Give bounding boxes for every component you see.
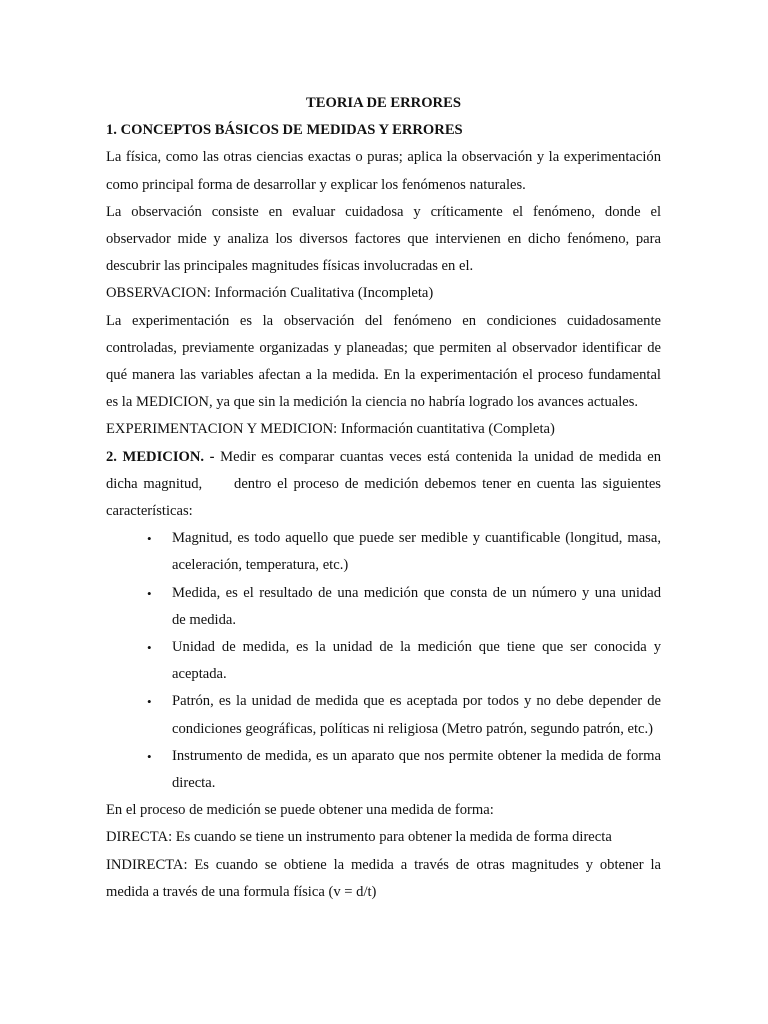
paragraph-line: La física, como las otras ciencias exactas o puras; aplica la observación y la experimentación xyxy=(106,149,661,166)
experimentacion-summary: EXPERIMENTACION Y MEDICION: Información cuantitativa (Completa) xyxy=(106,421,555,438)
paragraph-line: La experimentación es la observación del fenómeno en condiciones cuidadosamente xyxy=(106,312,661,329)
paragraph-line: INDIRECTA: Es cuando se obtiene la medida a través de otras magnitudes y obtener la xyxy=(106,856,661,873)
paragraph-line: es la MEDICION, ya que sin la medición la ciencia no habría logrado los avances actuales. xyxy=(106,394,639,411)
list-item-line: de medida. xyxy=(172,611,237,628)
characteristics-list xyxy=(106,525,661,797)
paragraph-observacion xyxy=(106,199,661,281)
bullet-icon: • xyxy=(147,694,152,710)
list-item xyxy=(106,634,661,688)
paragraph-line: observador mide y analiza los diversos factores que intervienen en dicho fenómeno, para xyxy=(106,231,661,248)
list-item xyxy=(106,688,661,742)
paragraph-experimentacion xyxy=(106,308,661,417)
medicion-definition: Medir es comparar cuantas veces está contenida la unidad de medida en xyxy=(220,448,661,465)
bullet-icon: • xyxy=(147,531,152,547)
directa-definition: DIRECTA: Es cuando se tiene un instrumento para obtener la medida de forma directa xyxy=(106,829,612,846)
proceso-intro: En el proceso de medición se puede obtener una medida de forma: xyxy=(106,802,494,819)
paragraph-medicion xyxy=(106,444,661,526)
section-1-heading: 1. CONCEPTOS BÁSICOS DE MEDIDAS Y ERRORES xyxy=(106,122,463,139)
list-item-line: aceptada. xyxy=(172,666,227,683)
medicion-line-2a: dicha magnitud, xyxy=(106,475,203,492)
paragraph-line: descubrir las principales magnitudes físicas involucradas en el. xyxy=(106,258,474,275)
paragraph-line: controladas, previamente organizadas y planeadas; que permiten al observador identificar de xyxy=(106,339,661,356)
paragraph-line: qué manera las variables afectan a la medida. En la experimentación el proceso fundamental xyxy=(106,367,661,384)
bullet-icon: • xyxy=(147,640,152,656)
section-2-heading: 2. MEDICION. - xyxy=(106,448,215,465)
paragraph-line: medida a través de una formula física (v = d/t) xyxy=(106,883,377,900)
paragraph-fisica xyxy=(106,144,661,198)
paragraph-line xyxy=(106,471,661,498)
list-item-line: Instrumento de medida, es un aparato que nos permite obtener la medida de forma xyxy=(172,747,661,764)
paragraph-line: como principal forma de desarrollar y explicar los fenómenos naturales. xyxy=(106,176,526,193)
list-item-line: aceleración, temperatura, etc.) xyxy=(172,557,349,574)
bullet-icon: • xyxy=(147,585,152,601)
list-item-line: Patrón, es la unidad de medida que es aceptada por todos y no debe depender de xyxy=(172,693,661,710)
list-item-line: Magnitud, es todo aquello que puede ser medible y cuantificable (longitud, masa, xyxy=(172,530,661,547)
paragraph-line: La observación consiste en evaluar cuidadosa y críticamente el fenómeno, donde el xyxy=(106,203,661,220)
bullet-icon: • xyxy=(147,748,152,764)
document-title: TEORIA DE ERRORES xyxy=(306,95,461,111)
indirecta-definition xyxy=(106,852,661,906)
list-item-line: condiciones geográficas, políticas ni religiosa (Metro patrón, segundo patrón, etc.) xyxy=(172,720,654,737)
document-page xyxy=(106,90,661,906)
paragraph-line xyxy=(106,444,661,471)
list-item xyxy=(106,580,661,634)
list-item-line: Unidad de medida, es la unidad de la medición que tiene que ser conocida y xyxy=(172,639,661,656)
list-item-line: Medida, es el resultado de una medición que consta de un número y una unidad xyxy=(172,584,661,601)
list-item xyxy=(106,525,661,579)
list-item-line: directa. xyxy=(172,775,216,792)
medicion-line-2b: dentro el proceso de medición debemos tener en cuenta las siguientes xyxy=(234,475,661,492)
observacion-summary: OBSERVACION: Información Cualitativa (Incompleta) xyxy=(106,285,434,302)
list-item xyxy=(106,743,661,797)
paragraph-line: características: xyxy=(106,503,193,520)
